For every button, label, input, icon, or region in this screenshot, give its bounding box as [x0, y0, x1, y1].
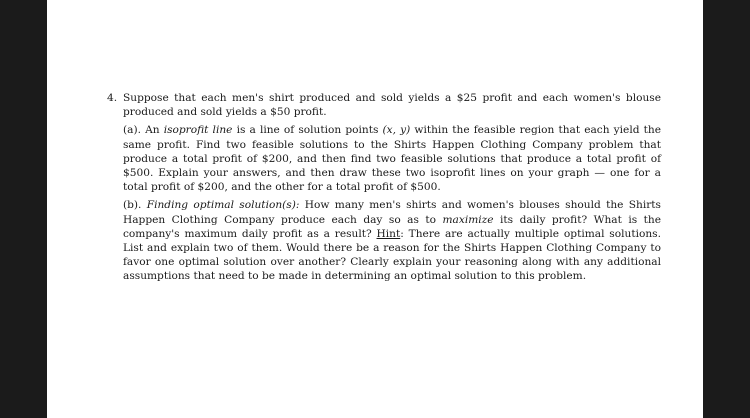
optimal-term: Finding optimal solution(s): — [146, 199, 300, 212]
maximize-word: maximize — [442, 213, 494, 226]
problem-4 — [107, 91, 662, 284]
problem-number: 4. — [107, 92, 118, 104]
part-b-text-3: : There are actually multiple optimal solutions. List and explain two of them. Would there be a reason for the Shirts Happen Clothing Company to favor one optimal solution over another? Clearly explain your reasoning along with any additional assumptions that need to be made in determining an optimal solution to this problem. — [123, 227, 661, 283]
part-a-text-2: within the feasible region that each yield the same profit. Find two feasible solutions to the Shirts Happen Clothing Company problem that produce a total profit of $200, and then find two feasible solutions that produce a total profit of $500. Explain your answers, and then draw these two isoprofit lines on your graph — one for a total profit of $200, and the other for a total profit of $500. — [123, 124, 661, 194]
part-b-text-1: How many men's shirts and women's blouses should the Shirts Happen Clothing Company produce each day so as to — [123, 199, 661, 226]
isoprofit-term: isoprofit line — [163, 124, 233, 137]
xy-variables: (x, y) — [382, 124, 411, 137]
hint-label: Hint — [376, 227, 401, 240]
part-b-label: (b). — [123, 199, 142, 212]
intro-text: Suppose that each men's shirt produced and sold yields a $25 profit and each women's blouse produced and sold yields a $50 profit. — [123, 92, 661, 119]
part-a-text-1: is a line of solution points — [236, 124, 379, 137]
problem-intro — [107, 91, 661, 119]
document-page — [47, 0, 703, 418]
part-a-label: (a). — [123, 124, 141, 137]
part-b-text-2: its daily profit? What is the company's maximum daily profit as a result? — [123, 213, 662, 240]
part-a — [123, 123, 661, 194]
part-b — [123, 198, 661, 283]
part-a-an: An — [145, 124, 160, 137]
